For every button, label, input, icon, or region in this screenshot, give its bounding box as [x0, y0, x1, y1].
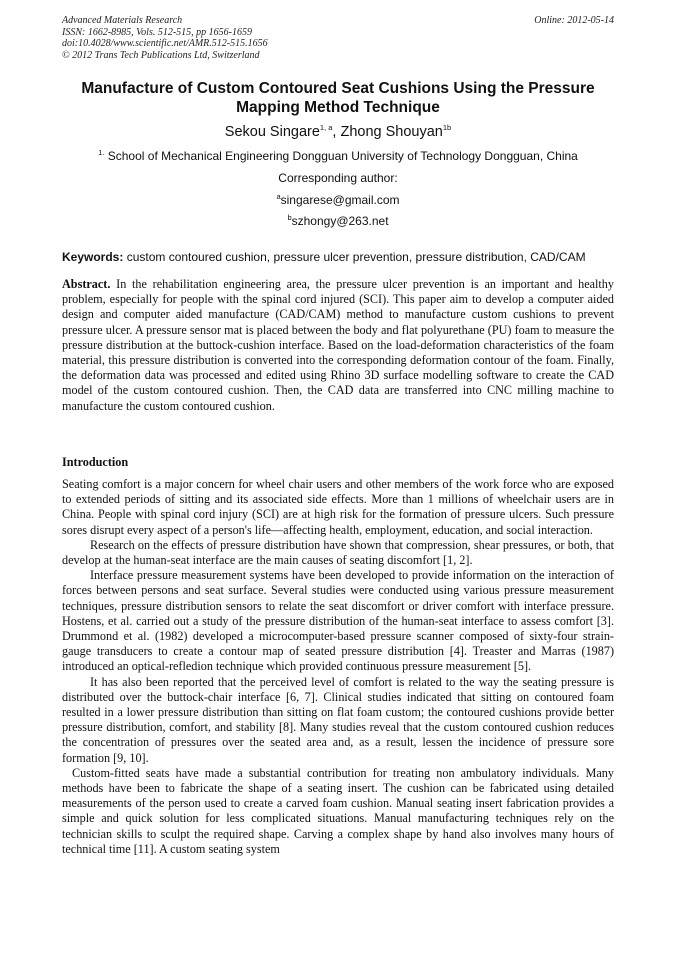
author-superscript: 1, a	[319, 123, 333, 133]
abstract	[62, 277, 614, 414]
journal-name: Advanced Materials Research	[62, 15, 183, 26]
affiliation	[62, 148, 614, 164]
online-date: Online: 2012-05-14	[534, 15, 614, 26]
corresponding-label: Corresponding author:	[278, 171, 398, 185]
email-line	[62, 213, 614, 229]
paragraph: Custom-fitted seats have made a substantial contribution for treating non ambulatory individuals. Many methods have been to fabricate the shape of a seating insert. The cushion can be fabricated using detailed measurements of the person used to create a carved foam cushion. Manual seating insert fabrication provides a simple and quick solution for less complicated situations. Manual manufacturing techniques rely on the technician skills to sculpt the required shape. Carving a complex shape by hand also involves many hours of technical time [11]. A custom seating system	[62, 765, 614, 856]
journal-header	[62, 15, 614, 61]
email-address[interactable]: singarese@gmail.com	[280, 193, 400, 207]
author-name: Sekou Singare	[224, 124, 320, 140]
paragraph: Seating comfort is a major concern for wheel chair users and other members of the work force who are exposed to extended periods of sitting and its associated side effects. More than 1 millions of wheelchair users are in China. People with spinal cord injury (SCI) are at high risk for the formation of pressure ulcers. Such pressure sores disrupt every aspect of a person's life—affecting health, employment, education, and social interaction.	[62, 477, 614, 537]
abstract-text: In the rehabilitation engineering area, the pressure ulcer prevention is an important and healthy problem, especially for people with the spinal cord injured (SCI). This paper aim to develop a computer aided design and computer aided manufacture (CAD/CAM) method to manufacture custom cushions to prevent pressure ulcer. A pressure sensor mat is placed between the body and flat polyurethane (PU) foam to measure the pressure distribution at the buttock-cushion interface. Based on the load-deformation characteristics of the foam material, this pressure distribution is converted into the corresponding deformation contour of the foam. Finally, the deformation data was processed and edited using Rhino 3D surface modelling software to create the CAD model of the custom contoured cushion. Then, the CAD data are transferred into CNC milling machine to manufacture the custom contoured cushion.	[62, 277, 614, 413]
doi-line: doi:10.4028/www.scientific.net/AMR.512-515.1656	[62, 38, 268, 49]
author-superscript: 1b	[442, 123, 452, 133]
introduction-body	[62, 477, 614, 857]
paragraph: Interface pressure measurement systems have been developed to provide information on the interaction of forces between persons and seat surface. Several studies were conducted using various pressure measurement techniques, pressure distribution sensors to relate the seat discomfort or driver comfort with interface pressure. Hostens, et al. carried out a study of the pressure distribution of the human-seat interface to assess comfort [3]. Drummond et al. (1982) developed a microcomputer-based pressure scanner composed of sixty-four strain-gauge transducers to create a contour map of seated pressure distribution [4]. Treaster and Marras (1987) introduced an optical-refledion technique which provided continuous pressure measurement [5].	[62, 568, 614, 674]
keywords-text: custom contoured cushion, pressure ulcer prevention, pressure distribution, CAD/CAM	[123, 250, 586, 264]
abstract-label: Abstract.	[62, 277, 111, 291]
paragraph: It has also been reported that the perceived level of comfort is related to the way the seating pressure is distributed over the buttock-chair interface [6, 7]. Clinical studies indicated that sitting on contoured foam resulted in a lower pressure distribution than sitting on flat foam custom; the contoured cushions provide better pressure distribution, comfort, and stability [8]. Many studies reveal that the custom contoured cushion reduces the concentration of pressures over the seated area and, as a result, lessen the incidence of pressure sore formation [9, 10].	[62, 674, 614, 765]
keywords	[62, 249, 622, 265]
copyright-line: © 2012 Trans Tech Publications Ltd, Switzerland	[62, 49, 260, 61]
email-address[interactable]: szhongy@263.net	[291, 214, 389, 228]
email-superscript: b	[287, 213, 292, 222]
author-name: Zhong Shouyan	[340, 124, 443, 140]
email-line	[62, 192, 614, 208]
keywords-label: Keywords:	[62, 250, 124, 264]
affiliation-superscript: 1.	[98, 148, 105, 157]
issn-line: ISSN: 1662-8985, Vols. 512-515, pp 1656-1659	[62, 26, 252, 38]
email-superscript: a	[276, 192, 281, 201]
paragraph: Research on the effects of pressure distribution have shown that compression, shear pressures, or both, that develop at the human-seat interface are the main causes of seating discomfort [1, 2].	[62, 537, 614, 568]
paper-title: Manufacture of Custom Contoured Seat Cushions Using the Pressure Mapping Method Technique	[81, 80, 595, 116]
author-separator: ,	[332, 124, 341, 140]
affiliation-text: School of Mechanical Engineering Dongguan University of Technology Dongguan, China	[104, 149, 578, 163]
author-line	[62, 122, 614, 142]
section-heading-introduction: Introduction	[62, 455, 129, 469]
